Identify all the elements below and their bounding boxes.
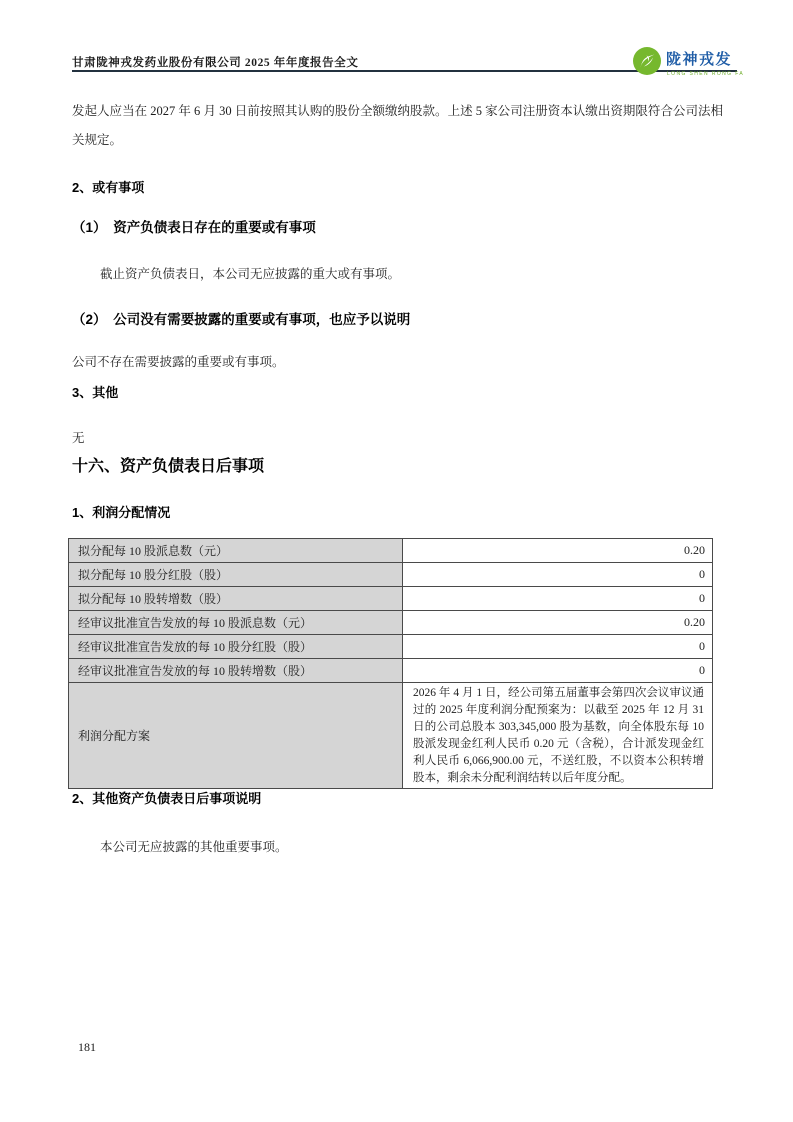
- heading-contingencies: 2、或有事项: [72, 180, 145, 195]
- heading-other-post-balance-events: 2、其他资产负债表日后事项说明: [72, 791, 262, 806]
- paragraph-other-post-balance-events: 本公司无应披露的其他重要事项。: [100, 840, 288, 854]
- report-header-title: 甘肃陇神戎发药业股份有限公司 2025 年年度报告全文: [72, 57, 359, 69]
- table-row: [69, 611, 713, 635]
- paragraph-other-none: 无: [72, 431, 85, 445]
- table-cell-value: 0: [403, 659, 713, 683]
- paragraph-contingency-item1: 截止资产负债表日，本公司无应披露的重大或有事项。: [100, 267, 401, 281]
- table-cell-label: 拟分配每 10 股转增数（股）: [69, 587, 403, 611]
- table-cell-label: 经审议批准宣告发放的每 10 股派息数（元）: [69, 611, 403, 635]
- table-row: [69, 563, 713, 587]
- table-cell-value: 0: [403, 635, 713, 659]
- table-row: [69, 587, 713, 611]
- logo-icon: [633, 47, 661, 75]
- table-cell-label: 拟分配每 10 股派息数（元）: [69, 539, 403, 563]
- table-cell-label: 拟分配每 10 股分红股（股）: [69, 563, 403, 587]
- table-cell-value: 0.20: [403, 539, 713, 563]
- logo-subtitle: LONG SHEN RONG FA: [667, 71, 745, 77]
- company-logo: [633, 46, 745, 80]
- heading-contingency-item2: （2） 公司没有需要披露的重要或有事项，也应予以说明: [72, 312, 411, 327]
- table-cell-plan-text: 2026 年 4 月 1 日，经公司第五届董事会第四次会议审议通过的 2025 年度利润分配预案为：以截至 2025 年 12 月 31 日的公司总股本 303,345,000 股为基数，向全体股东每 10 股派发现金红利人民币 0.20 元（含税），合计派发现金红利人民币 6,066,900.00 元，不送红股，不以资本公积转增股本，剩余未分配利润结转以后年度分配。: [403, 683, 713, 789]
- table-row-plan: [69, 683, 713, 789]
- heading-contingency-item1: （1） 资产负债表日存在的重要或有事项: [72, 220, 316, 235]
- table-cell-label: 经审议批准宣告发放的每 10 股分红股（股）: [69, 635, 403, 659]
- table-row: [69, 659, 713, 683]
- profit-distribution-table: [68, 538, 713, 789]
- heading-profit-distribution: 1、利润分配情况: [72, 505, 171, 520]
- table-cell-value: 0: [403, 587, 713, 611]
- page-number: 181: [78, 1040, 96, 1054]
- table-cell-plan-label: 利润分配方案: [69, 683, 403, 789]
- heading-post-balance-events: 十六、资产负债表日后事项: [72, 458, 265, 475]
- logo-company-name: 陇神戎发: [666, 51, 733, 68]
- heading-other: 3、其他: [72, 385, 119, 400]
- table-cell-value: 0.20: [403, 611, 713, 635]
- paragraph-promoter-capital: 发起人应当在 2027 年 6 月 30 日前按照其认购的股份全额缴纳股款。上述 5 家公司注册资本认缴出资期限符合公司法相关规定。: [72, 104, 723, 147]
- table-row: [69, 539, 713, 563]
- table-cell-value: 0: [403, 563, 713, 587]
- table-cell-label: 经审议批准宣告发放的每 10 股转增数（股）: [69, 659, 403, 683]
- table-row: [69, 635, 713, 659]
- paragraph-contingency-item2: 公司不存在需要披露的重要或有事项。: [72, 355, 285, 369]
